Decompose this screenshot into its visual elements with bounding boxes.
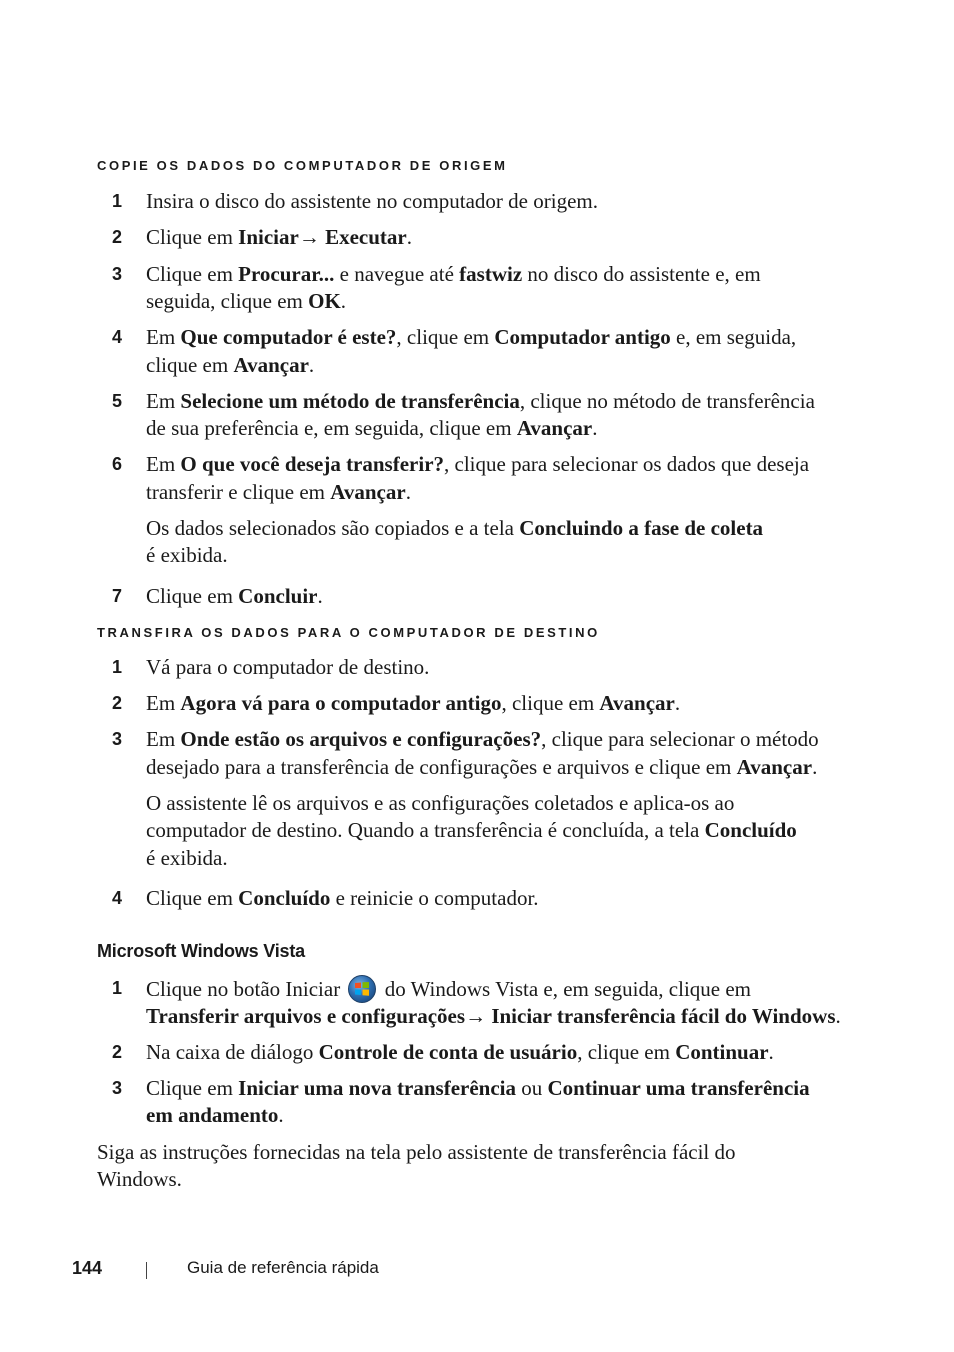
subheading-windows-vista: Microsoft Windows Vista — [97, 941, 305, 961]
step-text: de sua preferência e, em seguida, clique em Avançar. — [146, 416, 598, 440]
step-number: 2 — [112, 227, 123, 247]
step-text: Clique em Procurar... e navegue até fastwiz no disco do assistente e, em — [146, 262, 761, 286]
step-text: Insira o disco do assistente no computador de origem. — [146, 189, 598, 213]
step-text: seguida, clique em OK. — [146, 289, 347, 313]
step-number: 6 — [112, 454, 123, 474]
step-number: 3 — [112, 729, 123, 749]
step-note: Os dados selecionados são copiados e a tela Concluindo a fase de coleta — [146, 516, 764, 540]
footer-title: Guia de referência rápida — [187, 1258, 379, 1277]
step-text: Em Agora vá para o computador antigo, clique em Avançar. — [146, 691, 681, 715]
windows-start-orb-icon — [348, 975, 376, 1003]
step-note: é exibida. — [146, 543, 228, 567]
step-text: Em Onde estão os arquivos e configurações?, clique para selecionar o método — [146, 727, 819, 751]
step-number: 1 — [112, 191, 123, 211]
step-note: computador de destino. Quando a transferência é concluída, a tela Concluído — [146, 818, 797, 842]
closing-paragraph: Windows. — [97, 1167, 182, 1191]
step-text: Clique em Iniciar uma nova transferência ou Continuar uma transferência — [146, 1076, 810, 1100]
step-number: 2 — [112, 693, 123, 713]
page-number: 144 — [72, 1258, 103, 1278]
step-text: Na caixa de diálogo Controle de conta de usuário, clique em Continuar. — [146, 1040, 774, 1064]
step-text: Transferir arquivos e configurações→ Iniciar transferência fácil do Windows. — [146, 1004, 841, 1028]
step-text: Clique em Concluir. — [146, 584, 323, 608]
section-heading-transfer-destination: TRANSFIRA OS DADOS PARA O COMPUTADOR DE DESTINO — [97, 625, 600, 640]
step-text: Em Que computador é este?, clique em Computador antigo e, em seguida, — [146, 325, 797, 349]
step-note: é exibida. — [146, 846, 228, 870]
step-number: 4 — [112, 327, 123, 347]
step-text: Clique em Iniciar→ Executar. — [146, 225, 412, 249]
step-number: 7 — [112, 586, 123, 606]
step-text: Vá para o computador de destino. — [146, 655, 430, 679]
step-text: desejado para a transferência de configurações e arquivos e clique em Avançar. — [146, 755, 818, 779]
section-heading-copy-source: COPIE OS DADOS DO COMPUTADOR DE ORIGEM — [97, 158, 508, 173]
step-text: clique em Avançar. — [146, 353, 315, 377]
step-text: em andamento. — [146, 1103, 284, 1127]
step-number: 4 — [112, 888, 123, 908]
step-number: 3 — [112, 1078, 123, 1098]
step-note: O assistente lê os arquivos e as configurações coletados e aplica-os ao — [146, 791, 735, 815]
closing-paragraph: Siga as instruções fornecidas na tela pelo assistente de transferência fácil do — [97, 1140, 736, 1164]
step-text: Em Selecione um método de transferência, clique no método de transferência — [146, 389, 815, 413]
footer-divider — [146, 1262, 147, 1279]
step-text: transferir e clique em Avançar. — [146, 480, 411, 504]
step-text: Em O que você deseja transferir?, clique para selecionar os dados que deseja — [146, 452, 810, 476]
step-text: Clique em Concluído e reinicie o computador. — [146, 886, 539, 910]
step-number: 1 — [112, 657, 123, 677]
step-number: 3 — [112, 264, 123, 284]
step-number: 1 — [112, 978, 123, 998]
step-text: Clique no botão Iniciar do Windows Vista e, em seguida, clique em — [146, 977, 752, 1001]
step-number: 5 — [112, 391, 123, 411]
step-number: 2 — [112, 1042, 123, 1062]
